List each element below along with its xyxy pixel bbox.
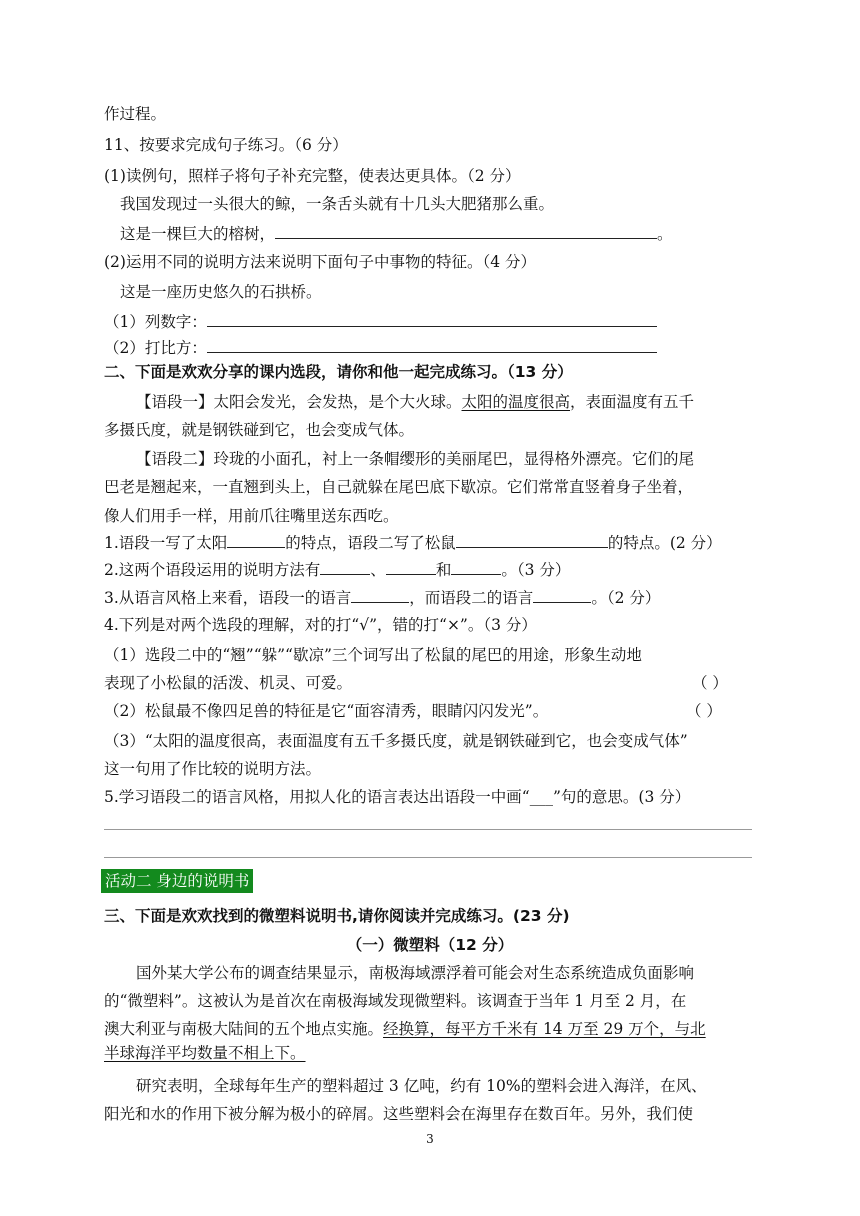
answer-rule[interactable] [104, 829, 752, 830]
metaphor-line [104, 336, 657, 359]
answer-blank[interactable] [227, 531, 285, 548]
fill-sentence-suffix: 。 [657, 225, 673, 243]
question-2-line [104, 558, 570, 581]
question-2-text: 2.这两个语段运用的说明方法有 [104, 561, 321, 579]
question-5-line [104, 786, 690, 808]
sub-question-1: (1)读例句，照样子将句子补充完整，使表达更具体。（2 分） [104, 167, 521, 185]
statement-3: （3）“太阳的温度很高，表面温度有五千多摄氏度，就是钢铁碰到它，也会变成气体” [104, 732, 688, 750]
question-1-line [104, 531, 722, 554]
reading-line: 研究表明，全球每年生产的塑料超过 3 亿吨，约有 10%的塑料会进入海洋，在风、 [136, 1077, 707, 1095]
statement-1: （1）选段二中的“翘”“躲”“歇凉”三个词写出了松鼠的尾巴的用途，形象生动地 [104, 646, 642, 664]
text-line: 作过程。 [104, 105, 167, 123]
answer-paren[interactable]: （ ） [692, 674, 728, 692]
statement-3-cont: 这一句用了作比较的说明方法。 [104, 760, 322, 778]
passage-1-line: 多摄氏度，就是钢铁碰到它，也会变成气体。 [104, 421, 415, 439]
underlined-sentence: 太阳的温度很高 [461, 393, 571, 411]
metaphor-label: （2）打比方： [104, 339, 207, 357]
question-1-text: 的特点。(2 分） [607, 534, 722, 552]
question-3-line [104, 586, 660, 609]
question-3-text: 。（2 分） [591, 589, 661, 607]
section-3-title: 三、下面是欢欢找到的微塑料说明书,请你阅读并完成练习。(23 分) [104, 907, 570, 925]
answer-blank[interactable] [456, 531, 608, 548]
answer-paren[interactable]: （ ） [686, 702, 722, 720]
answer-rule[interactable] [104, 857, 752, 858]
list-numbers-line [104, 310, 657, 333]
question-1-text: 1.语段一写了太阳 [104, 534, 228, 552]
passage-1-text-cont: ，表面温度有五千 [570, 393, 695, 411]
question-5-text: 5.学习语段二的语言风格，用拟人化的语言表达出语段一中画“ [104, 788, 530, 806]
question-2-text: 。（3 分） [501, 561, 571, 579]
answer-blank[interactable] [351, 586, 409, 603]
activity-banner: 活动二 身边的说明书 [101, 869, 253, 893]
underlined-sentence: 半球海洋平均数量不相上下。 [104, 1044, 306, 1062]
question-2-text: 和 [435, 561, 452, 579]
answer-blank[interactable] [207, 310, 657, 327]
section-2-title: 二、下面是欢欢分享的课内选段，请你和他一起完成练习。（13 分） [104, 363, 573, 381]
statement-1-cont: 表现了小松鼠的活泼、机灵、可爱。 [104, 674, 353, 692]
question-2-text: 、 [370, 561, 386, 579]
list-numbers-label: （1）列数字： [104, 313, 207, 331]
question-3-text: ，而语段二的语言 [409, 589, 534, 607]
reading-line: 阳光和水的作用下被分解为极小的碎屑。这些塑料会在海里存在数百年。另外，我们使 [104, 1105, 694, 1123]
bridge-sentence: 这是一座历史悠久的石拱桥。 [120, 283, 322, 301]
reading-line: 的“微塑料”。这被认为是首次在南极海域发现微塑料。该调查于当年 1 月至 2 月，在 [104, 992, 687, 1010]
example-sentence: 我国发现过一头很大的鲸，一条舌头就有十几头大肥猪那么重。 [120, 195, 555, 213]
reading-line [104, 1018, 706, 1040]
answer-blank[interactable] [451, 558, 501, 575]
reading-text: 澳大利亚与南极大陆间的五个地点实施。 [104, 1020, 384, 1038]
question-3-text: 3.从语言风格上来看，语段一的语言 [104, 589, 352, 607]
statement-2: （2）松鼠最不像四足兽的特征是它“面容清秀，眼睛闪闪发光”。 [104, 702, 549, 720]
question-5-mark: ___ [529, 788, 553, 806]
answer-blank[interactable] [275, 222, 657, 239]
answer-blank[interactable] [533, 586, 591, 603]
reading-line: 国外某大学公布的调查结果显示，南极海域漂浮着可能会对生态系统造成负面影响 [136, 964, 695, 982]
fill-sentence-prefix: 这是一棵巨大的榕树， [120, 225, 276, 243]
passage-1-line [136, 391, 694, 413]
underlined-sentence: 经换算，每平方千米有 14 万至 29 万个，与北 [383, 1020, 706, 1038]
question-11-title: 11、按要求完成句子练习。（6 分） [104, 136, 348, 154]
fill-sentence-line [120, 222, 673, 245]
subsection-title: （一）微塑料（12 分） [346, 936, 514, 954]
passage-2-line: 【语段二】玲珑的小面孔，衬上一条帽缨形的美丽尾巴，显得格外漂亮。它们的尾 [136, 450, 695, 468]
question-4-title: 4.下列是对两个选段的理解，对的打“√”，错的打“×”。（3 分） [104, 616, 537, 634]
question-1-text: 的特点，语段二写了松鼠 [285, 534, 456, 552]
answer-blank[interactable] [386, 558, 436, 575]
page-number: 3 [426, 1132, 434, 1146]
sub-question-2: (2)运用不同的说明方法来说明下面句子中事物的特征。（4 分） [104, 253, 536, 271]
passage-2-line: 巴老是翘起来，一直翘到头上，自己就躲在尾巴底下歇凉。它们常常直竖着身子坐着， [104, 478, 694, 496]
passage-2-line: 像人们用手一样，用前爪往嘴里送东西吃。 [104, 507, 399, 525]
answer-blank[interactable] [320, 558, 370, 575]
passage-1-text: 【语段一】太阳会发光，会发热，是个大火球。 [136, 393, 462, 411]
question-5-text: ”句的意思。(3 分） [552, 788, 691, 806]
answer-blank[interactable] [207, 336, 657, 353]
